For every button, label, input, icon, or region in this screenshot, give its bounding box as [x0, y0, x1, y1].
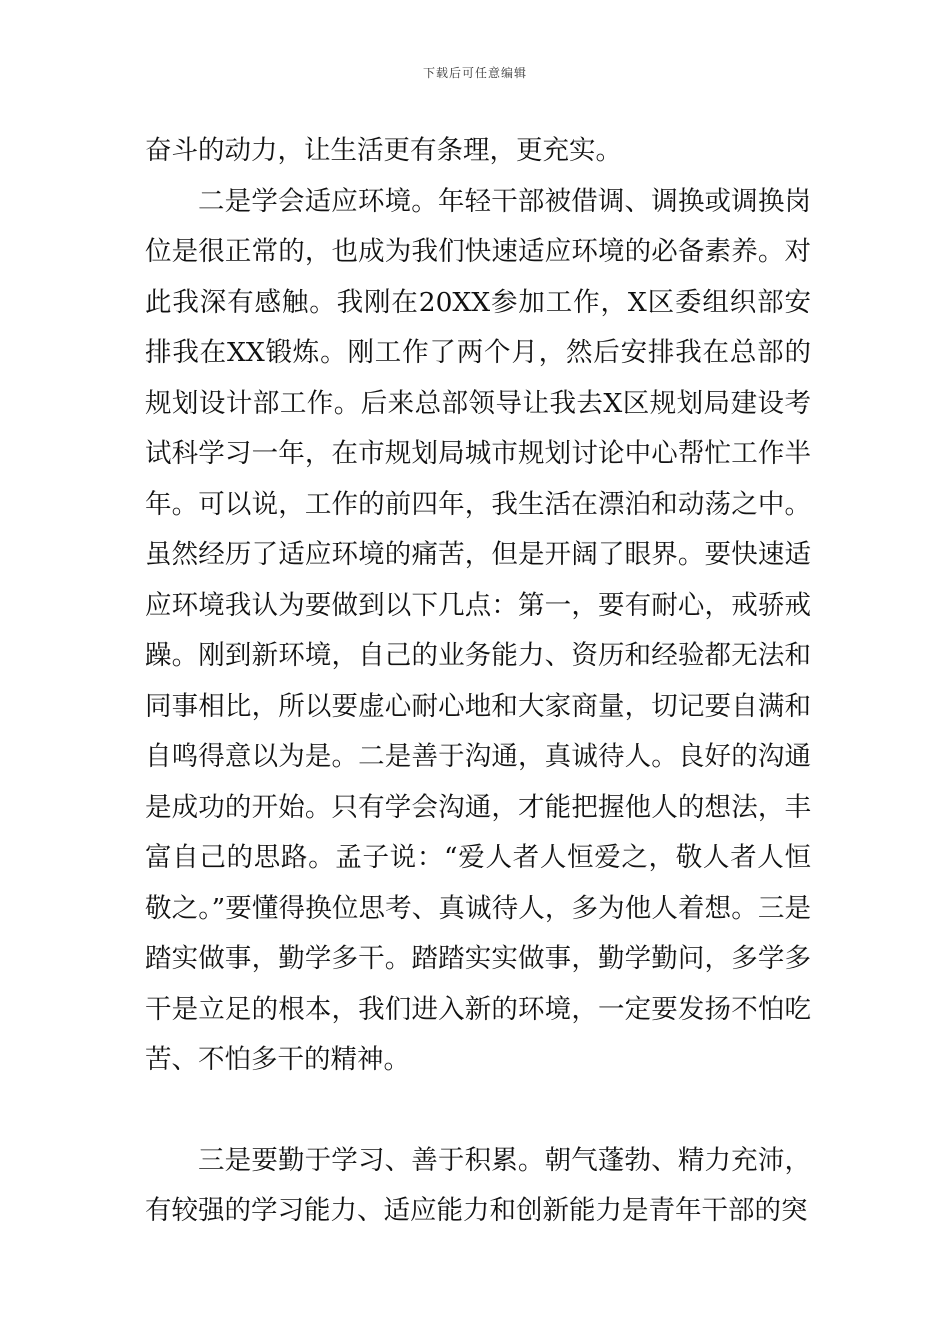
document-body — [145, 126, 811, 1237]
paragraph-study-accumulate: 三是要勤于学习、善于积累。朝气蓬勃、精力充沛，有较强的学习能力、适应能力和创新能力是青年干部的突 — [145, 1144, 811, 1226]
page-header: 下载后可任意编辑 — [422, 66, 527, 80]
paragraph-adapt-environment: 二是学会适应环境。年轻干部被借调、调换或调换岗位是很正常的，也成为我们快速适应环境的必备素养。对此我深有感触。我刚在20XX参加工作，X区委组织部安排我在XX锻炼。刚工作了两个月，然后安排我在总部的规划设计部工作。后来总部领导让我去X区规划局建设考试科学习一年，在市规划局城市规划讨论中心帮忙工作半年。可以说，工作的前四年，我生活在漂泊和动荡之中。虽然经历了适应环境的痛苦，但是开阔了眼界。要快速适应环境我认为要做到以下几点：第一，要有耐心，戒骄戒躁。刚到新环境，自己的业务能力、资历和经验都无法和同事相比，所以要虚心耐心地和大家商量，切记要自满和自鸣得意以为是。二是善于沟通，真诚待人。良好的沟通是成功的开始。只有学会沟通，才能把握他人的想法，丰富自己的思路。孟子说：“爱人者人恒爱之，敬人者人恒敬之。”要懂得换位思考、真诚待人，多为他人着想。三是踏实做事，勤学多干。踏踏实实做事，勤学勤问，多学多干是立足的根本，我们进入新的环境，一定要发扬不怕吃苦、不怕多干的精神。 — [145, 185, 811, 1075]
paragraph-continuation: 奋斗的动力，让生活更有条理，更充实。 — [145, 135, 622, 166]
